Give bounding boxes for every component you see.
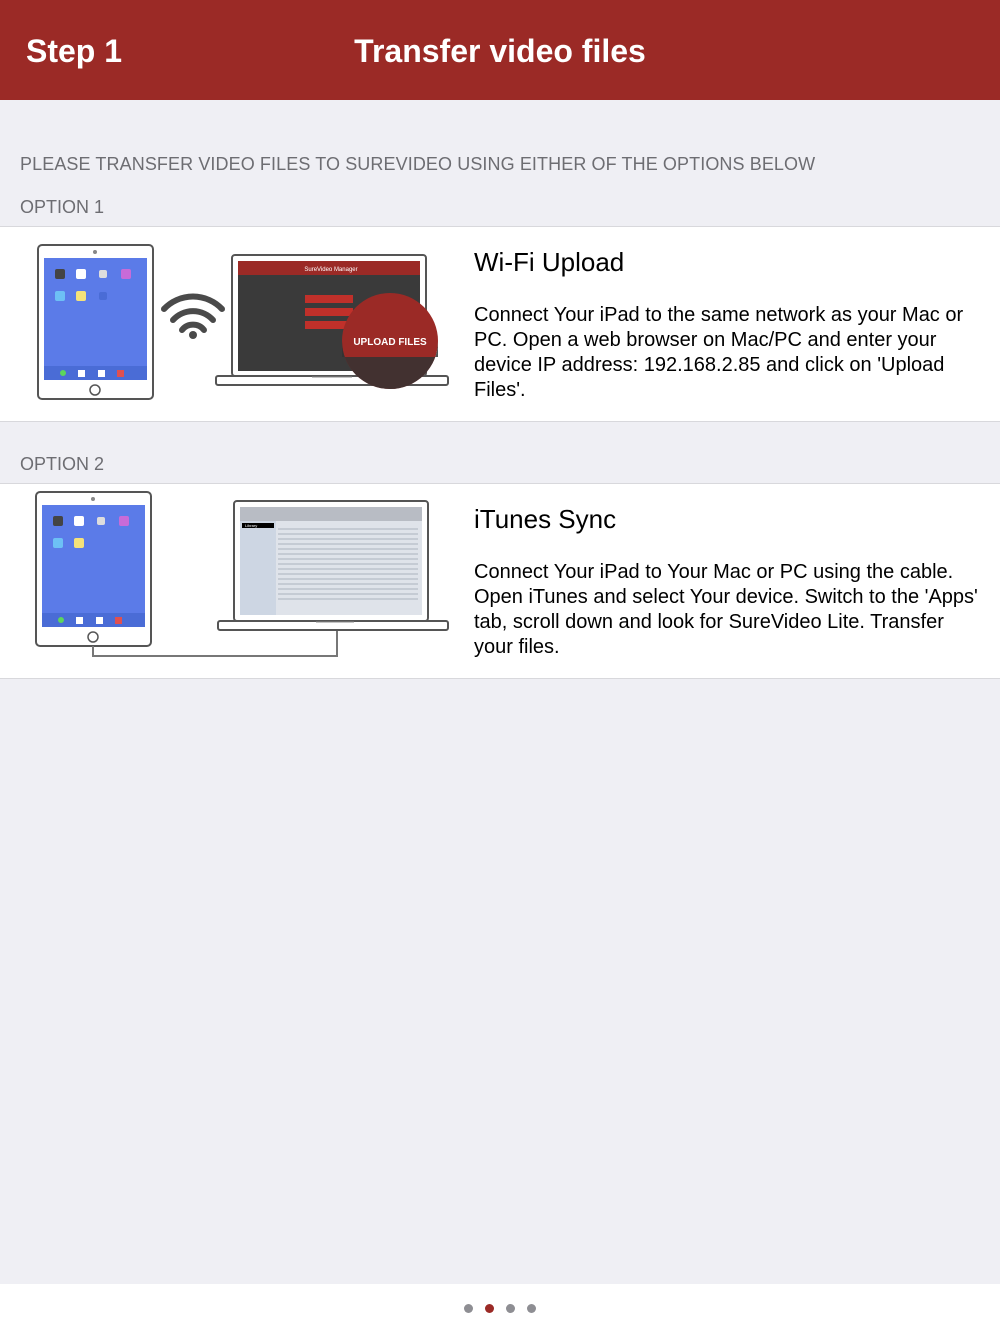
wifi-icon (164, 297, 222, 339)
svg-text:UPLOAD FILES: UPLOAD FILES (353, 337, 427, 348)
svg-text:Library: Library (245, 523, 258, 528)
page-dot-2[interactable] (485, 1304, 494, 1313)
step-label: Step 1 (26, 33, 123, 69)
option-1-label: OPTION 1 (20, 197, 105, 217)
page-title: Transfer video files (354, 33, 646, 69)
itunes-sync-title: iTunes Sync (474, 504, 617, 534)
itunes-sync-description: Connect Your iPad to Your Mac or PC using the cable. Open iTunes and select Your device. Switch to the 'Apps' tab, scroll down and look for SureVideo Lite. Transfer your files. (474, 561, 978, 658)
wifi-upload-card (0, 226, 1000, 422)
laptop-icon (218, 501, 448, 630)
navigation-bar (0, 0, 1000, 100)
option-2-label: OPTION 2 (20, 454, 105, 474)
laptop-icon (216, 255, 448, 389)
wifi-upload-title: Wi-Fi Upload (474, 247, 625, 277)
instructions-text: PLEASE TRANSFER VIDEO FILES TO SUREVIDEO USING EITHER OF THE OPTIONS BELOW (20, 154, 816, 174)
itunes-sync-illustration (0, 484, 460, 680)
itunes-sync-card (0, 483, 1000, 679)
wifi-upload-illustration (0, 227, 460, 423)
wifi-upload-description: Connect Your iPad to the same network as your Mac or PC. Open a web browser on Mac/PC and enter your device IP address: 192.168.2.85 and click on 'Upload Files'. (474, 304, 964, 401)
ipad-icon (38, 245, 153, 399)
svg-text:SureVideo Manager: SureVideo Manager (304, 267, 358, 273)
page-indicator[interactable] (0, 1284, 1000, 1333)
page-dot-1[interactable] (464, 1304, 473, 1313)
ipad-icon (36, 492, 151, 646)
page-dot-3[interactable] (506, 1304, 515, 1313)
page-dot-4[interactable] (527, 1304, 536, 1313)
